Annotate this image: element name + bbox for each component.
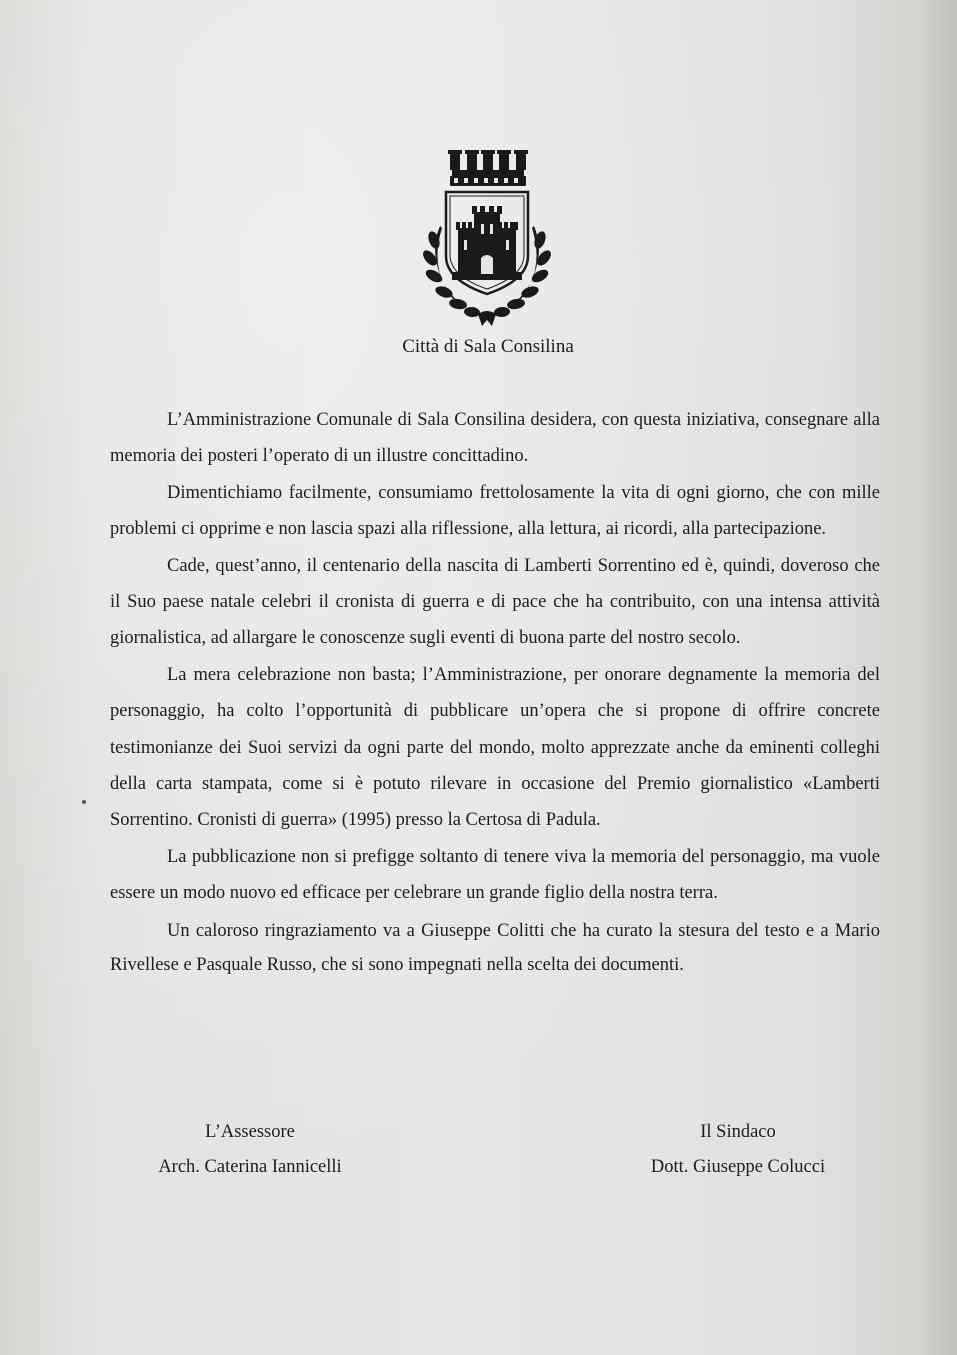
paragraph-publication: La pubblicazione non si prefigge soltanto di tenere viva la memoria del personaggio, ma vuole essere un modo nuovo ed efficace per celebrare un grande figlio della nostra terra. [110,846,880,904]
letter-body [110,402,880,982]
coat-of-arms-icon [412,148,562,328]
signature-role: Il Sindaco [700,1122,776,1142]
paragraph-daily-life: Dimentichiamo facilmente, consumiamo frettolosamente la vita di ogni giorno, che con mille problemi ci opprime e non lascia spazi alla riflessione, alla lettura, ai ricordi, alla partecipazione. [110,482,880,540]
signature-name: Dott. Giuseppe Colucci [650,1157,826,1177]
signature-sindaco [628,1115,848,1185]
signature-name: Arch. Caterina Iannicelli [158,1157,342,1177]
paragraph-celebration: La mera celebrazione non basta; l’Amministrazione, per onorare degnamente la memoria del personaggio, ha colto l’opportunità di pubblicare un’opera che si propone di offrire concrete testimonianze dei Suoi servizi da ogni parte del mondo, molto apprezzate anche da eminenti colleghi della carta stampata, come si è potuto rilevare in occasione del Premio giornalistico «Lamberti Sorrentino. Cronisti di guerra» (1995) presso la Certosa di Padula. [110,664,880,831]
city-name: Città di Sala Consilina [402,336,574,357]
paragraph-acknowledgements: Un caloroso ringraziamento va a Giuseppe Colitti che ha curato la stesura del testo e a Mario Rivellese e Pasquale Russo, che si sono impegnati nella scelta dei documenti. [110,920,880,975]
signature-assessore [140,1115,360,1185]
paragraph-intro: L’Amministrazione Comunale di Sala Consilina desidera, con questa iniziativa, consegnare alla memoria dei posteri l’operato di un illustre concittadino. [110,410,880,467]
paragraph-centenary: Cade, quest’anno, il centenario della nascita di Lamberti Sorrentino ed è, quindi, doveroso che il Suo paese natale celebri il cronista di guerra e di pace che ha contribuito, con una intensa attività giornalistica, ad allargare le conoscenze sugli eventi di buona parte del nostro secolo. [110,555,880,649]
signature-role: L’Assessore [205,1122,295,1142]
page-speck [82,800,86,804]
